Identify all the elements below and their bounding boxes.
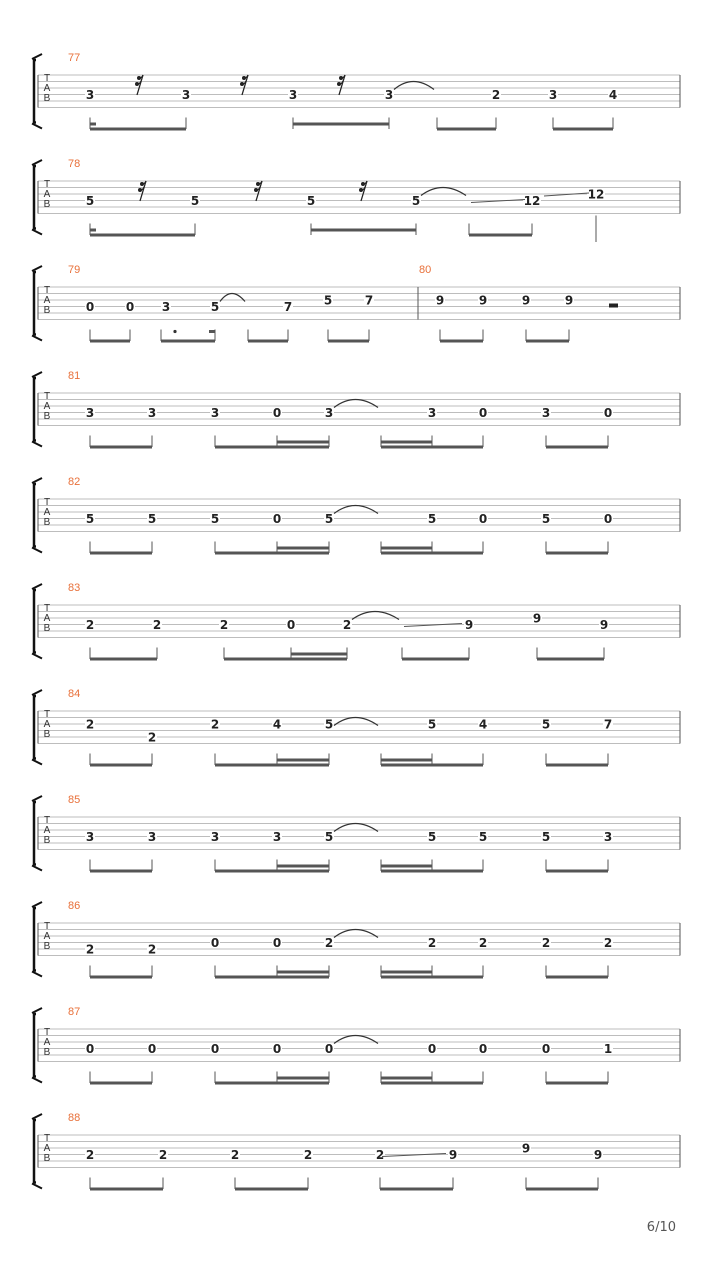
fret-number: 3 bbox=[210, 830, 220, 844]
measure-number: 88 bbox=[68, 1112, 81, 1124]
tab-clef-letter: B bbox=[43, 835, 51, 846]
tab-clef-letter: T bbox=[43, 603, 51, 614]
bracket-top-hook bbox=[32, 266, 42, 271]
fret-number: 9 bbox=[478, 293, 488, 308]
fret-number: 9 bbox=[448, 1148, 458, 1162]
fret-number: 7 bbox=[603, 717, 613, 732]
bracket-bottom-hook bbox=[32, 654, 42, 659]
fret-number: 12 bbox=[587, 187, 605, 202]
tab-clef-letter: T bbox=[43, 73, 51, 84]
tab-system bbox=[32, 1112, 680, 1189]
tab-system bbox=[32, 794, 680, 871]
rhythm-dot bbox=[173, 330, 176, 333]
tab-system bbox=[32, 582, 680, 659]
system-bracket bbox=[34, 484, 36, 547]
tab-system bbox=[32, 52, 680, 129]
tab-clef-letter: A bbox=[43, 1143, 51, 1154]
tab-clef-letter: A bbox=[43, 825, 51, 836]
fret-number: 0 bbox=[541, 1042, 551, 1056]
fret-number: 9 bbox=[521, 1141, 531, 1156]
measure-number: 86 bbox=[68, 900, 81, 912]
tab-clef-letter: A bbox=[43, 613, 51, 624]
fret-number: 5 bbox=[147, 512, 157, 526]
fret-number: 7 bbox=[364, 293, 374, 308]
fret-number: 0 bbox=[478, 406, 488, 420]
system-bracket bbox=[34, 908, 36, 971]
bracket-bottom-hook bbox=[32, 866, 42, 871]
fret-number: 3 bbox=[288, 88, 298, 102]
fret-number: 2 bbox=[478, 936, 488, 950]
fret-number: 12 bbox=[523, 194, 541, 208]
fret-number: 3 bbox=[161, 300, 171, 314]
bracket-top-hook bbox=[32, 54, 42, 59]
bracket-top-hook bbox=[32, 902, 42, 907]
fret-number: 3 bbox=[548, 88, 558, 102]
fret-number: 5 bbox=[210, 512, 220, 526]
fret-number: 3 bbox=[85, 830, 95, 844]
fret-number: 4 bbox=[272, 717, 282, 732]
bracket-top-hook bbox=[32, 584, 42, 589]
fret-number: 3 bbox=[147, 830, 157, 844]
fret-number: 9 bbox=[599, 618, 609, 632]
fret-number: 2 bbox=[375, 1148, 385, 1162]
bracket-bottom-hook bbox=[32, 442, 42, 447]
tab-clef-letter: A bbox=[43, 401, 51, 412]
fret-number: 0 bbox=[603, 406, 613, 420]
system-bracket bbox=[34, 696, 36, 759]
fret-number: 3 bbox=[384, 88, 394, 102]
fret-number: 9 bbox=[464, 618, 474, 632]
bracket-bottom-hook bbox=[32, 548, 42, 553]
fret-number: 3 bbox=[603, 830, 613, 844]
system-bracket bbox=[34, 272, 36, 335]
fret-number: 2 bbox=[147, 942, 157, 957]
tab-clef-letter: T bbox=[43, 391, 51, 402]
fret-number: 4 bbox=[478, 717, 488, 732]
fret-number: 2 bbox=[85, 717, 95, 732]
bracket-top-hook bbox=[32, 160, 42, 165]
fret-number: 9 bbox=[532, 611, 542, 626]
fret-number: 5 bbox=[427, 512, 437, 526]
fret-number: 5 bbox=[427, 717, 437, 732]
bracket-top-hook bbox=[32, 690, 42, 695]
fret-number: 3 bbox=[181, 88, 191, 102]
system-bracket bbox=[34, 378, 36, 441]
fret-number: 0 bbox=[210, 1042, 220, 1056]
fret-number: 0 bbox=[478, 512, 488, 526]
bracket-bottom-hook bbox=[32, 760, 42, 765]
fret-number: 5 bbox=[306, 194, 316, 208]
fret-number: 0 bbox=[603, 512, 613, 526]
tab-clef-letter: B bbox=[43, 941, 51, 952]
bracket-bottom-hook bbox=[32, 972, 42, 977]
bracket-bottom-hook bbox=[32, 1078, 42, 1083]
tab-clef-letter: A bbox=[43, 295, 51, 306]
fret-number: 2 bbox=[158, 1148, 168, 1162]
fret-number: 5 bbox=[541, 717, 551, 732]
tab-clef-letter: B bbox=[43, 411, 51, 422]
tab-clef-letter: T bbox=[43, 497, 51, 508]
measure-number: 81 bbox=[68, 370, 81, 382]
fret-number: 0 bbox=[286, 618, 296, 632]
tab-clef-letter: T bbox=[43, 1133, 51, 1144]
fret-number: 3 bbox=[85, 88, 95, 102]
fret-number: 0 bbox=[125, 300, 135, 314]
fret-number: 2 bbox=[85, 942, 95, 957]
tab-clef-letter: B bbox=[43, 623, 51, 634]
tab-system bbox=[32, 158, 680, 242]
fret-number: 0 bbox=[85, 300, 95, 314]
fret-number: 3 bbox=[427, 406, 437, 420]
fret-number: 2 bbox=[603, 936, 613, 950]
system-bracket bbox=[34, 1120, 36, 1183]
tab-clef-letter: B bbox=[43, 1153, 51, 1164]
tab-clef-letter: T bbox=[43, 921, 51, 932]
fret-number: 2 bbox=[342, 618, 352, 632]
tab-system bbox=[32, 264, 680, 341]
fret-number: 3 bbox=[324, 406, 334, 420]
fret-number: 9 bbox=[593, 1148, 603, 1162]
sixteenth-rest bbox=[254, 181, 262, 201]
system-bracket bbox=[34, 802, 36, 865]
fret-number: 5 bbox=[210, 300, 220, 314]
fret-number: 5 bbox=[190, 194, 200, 208]
fret-number: 0 bbox=[324, 1042, 334, 1056]
fret-number: 2 bbox=[303, 1148, 313, 1162]
tab-system bbox=[32, 688, 680, 765]
tab-clef-letter: B bbox=[43, 729, 51, 740]
bracket-top-hook bbox=[32, 372, 42, 377]
tab-clef-letter: A bbox=[43, 189, 51, 200]
tab-clef-letter: T bbox=[43, 709, 51, 720]
measure-number: 82 bbox=[68, 476, 81, 488]
fret-number: 5 bbox=[411, 194, 421, 208]
bracket-bottom-hook bbox=[32, 124, 42, 129]
tab-clef-letter: B bbox=[43, 93, 51, 104]
sixteenth-rest bbox=[359, 181, 367, 201]
tab-clef-letter: T bbox=[43, 179, 51, 190]
tab-clef-letter: B bbox=[43, 305, 51, 316]
system-bracket bbox=[34, 166, 36, 229]
fret-number: 5 bbox=[324, 512, 334, 526]
system-bracket bbox=[34, 1014, 36, 1077]
fret-number: 2 bbox=[210, 717, 220, 732]
sixteenth-rest bbox=[337, 75, 345, 95]
fret-number: 5 bbox=[541, 512, 551, 526]
tab-clef-letter: T bbox=[43, 1027, 51, 1038]
fret-number: 3 bbox=[272, 830, 282, 844]
measure-number: 80 bbox=[419, 264, 432, 276]
tab-system bbox=[32, 370, 680, 447]
system-bracket bbox=[34, 590, 36, 653]
tab-clef-letter: A bbox=[43, 931, 51, 942]
bracket-top-hook bbox=[32, 1114, 42, 1119]
fret-number: 2 bbox=[541, 936, 551, 950]
tab-clef-letter: A bbox=[43, 719, 51, 730]
bracket-top-hook bbox=[32, 1008, 42, 1013]
fret-number: 9 bbox=[521, 293, 531, 308]
fret-number: 0 bbox=[427, 1042, 437, 1056]
bracket-top-hook bbox=[32, 796, 42, 801]
fret-number: 5 bbox=[478, 830, 488, 844]
fret-number: 0 bbox=[272, 406, 282, 420]
tab-clef-letter: A bbox=[43, 1037, 51, 1048]
fret-number: 3 bbox=[147, 406, 157, 420]
bracket-bottom-hook bbox=[32, 336, 42, 341]
fret-number: 5 bbox=[427, 830, 437, 844]
fret-number: 3 bbox=[85, 406, 95, 420]
measure-number: 85 bbox=[68, 794, 81, 806]
fret-number: 4 bbox=[608, 88, 618, 102]
fret-number: 0 bbox=[85, 1042, 95, 1056]
fret-number: 1 bbox=[603, 1042, 613, 1056]
fret-number: 0 bbox=[272, 936, 282, 950]
fret-number: 2 bbox=[152, 618, 162, 632]
fret-number: 3 bbox=[541, 406, 551, 420]
measure-number: 83 bbox=[68, 582, 81, 594]
bracket-bottom-hook bbox=[32, 1184, 42, 1189]
tab-clef-letter: A bbox=[43, 507, 51, 518]
fret-number: 2 bbox=[147, 730, 157, 745]
fret-number: 2 bbox=[230, 1148, 240, 1162]
tab-clef-letter: B bbox=[43, 199, 51, 210]
half-rest bbox=[609, 304, 618, 308]
fret-number: 9 bbox=[435, 293, 445, 308]
fret-number: 9 bbox=[564, 293, 574, 308]
measure-number: 84 bbox=[68, 688, 81, 700]
fret-number: 5 bbox=[541, 830, 551, 844]
fret-number: 2 bbox=[85, 1148, 95, 1162]
fret-number: 5 bbox=[323, 293, 333, 308]
tab-clef-letter: T bbox=[43, 815, 51, 826]
sixteenth-rest bbox=[138, 181, 146, 201]
fret-number: 5 bbox=[324, 830, 334, 844]
fret-number: 5 bbox=[85, 194, 95, 208]
tab-clef-letter: B bbox=[43, 1047, 51, 1058]
fret-number: 2 bbox=[491, 88, 501, 102]
fret-number: 7 bbox=[283, 300, 293, 314]
tab-system bbox=[32, 476, 680, 553]
measure-number: 78 bbox=[68, 158, 81, 170]
tab-system bbox=[32, 900, 680, 977]
fret-number: 3 bbox=[210, 406, 220, 420]
measure-number: 87 bbox=[68, 1006, 81, 1018]
fret-number: 0 bbox=[272, 1042, 282, 1056]
sixteenth-rest bbox=[135, 75, 143, 95]
bracket-bottom-hook bbox=[32, 230, 42, 235]
fret-number: 2 bbox=[219, 618, 229, 632]
tab-clef-letter: B bbox=[43, 517, 51, 528]
tab-clef-letter: A bbox=[43, 83, 51, 94]
fret-number: 5 bbox=[85, 512, 95, 526]
fret-number: 2 bbox=[85, 618, 95, 632]
measure-number: 77 bbox=[68, 52, 81, 64]
fret-number: 5 bbox=[324, 717, 334, 732]
page-number: 6/10 bbox=[646, 1220, 676, 1235]
fret-number: 0 bbox=[478, 1042, 488, 1056]
fret-number: 0 bbox=[147, 1042, 157, 1056]
tab-system bbox=[32, 1006, 680, 1083]
bracket-top-hook bbox=[32, 478, 42, 483]
fret-number: 0 bbox=[210, 936, 220, 950]
tab-clef-letter: T bbox=[43, 285, 51, 296]
system-bracket bbox=[34, 60, 36, 123]
fret-number: 2 bbox=[324, 936, 334, 950]
sixteenth-rest bbox=[240, 75, 248, 95]
measure-number: 79 bbox=[68, 264, 81, 276]
fret-number: 2 bbox=[427, 936, 437, 950]
fret-number: 0 bbox=[272, 512, 282, 526]
